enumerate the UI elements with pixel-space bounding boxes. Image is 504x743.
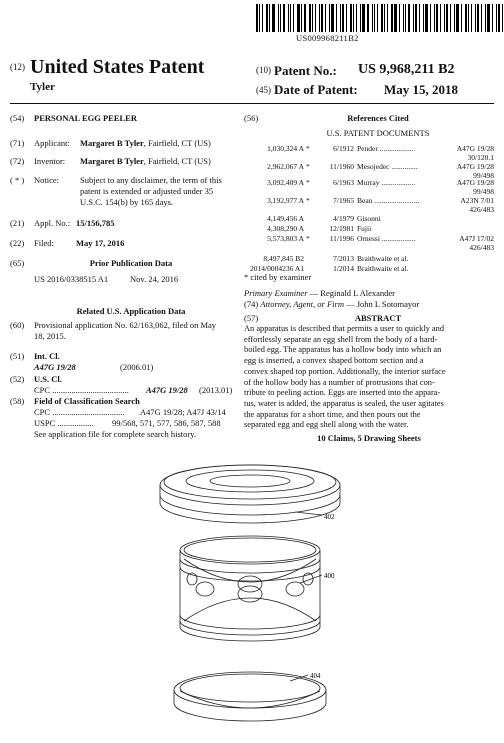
- code-52: (52): [10, 374, 25, 384]
- applicant-label: Applicant:: [34, 138, 70, 148]
- abstract-line: separated egg and egg shell along with the water.: [244, 420, 409, 430]
- related-text: [34, 320, 240, 342]
- abstract-line: convex shaped top portion. Additionally, the interior surface: [244, 366, 446, 376]
- ref-inventor: Gisonni: [357, 214, 381, 223]
- search-note: See application file for complete search history.: [34, 429, 197, 439]
- ref-inventor: Bean ........................: [357, 196, 420, 205]
- abstract-text: [244, 324, 494, 431]
- ref-subclass: 30/120.1: [467, 153, 494, 162]
- barcode-bar: [360, 4, 361, 32]
- barcode-bar: [381, 4, 383, 32]
- attorney-label: Attorney, Agent, or Firm: [260, 299, 344, 309]
- barcode-bar: [471, 4, 472, 32]
- abstract-line: effortlessly separate an egg shell from the body of a hard-: [244, 334, 438, 344]
- header-rule: [10, 103, 494, 104]
- code-10: (10): [256, 65, 271, 75]
- code-22: (22): [10, 238, 25, 248]
- barcode-bar: [498, 4, 500, 32]
- ref-date: 6/1912: [333, 144, 354, 153]
- barcode-bar: [262, 4, 263, 32]
- ref-date: 12/1981: [329, 224, 354, 233]
- barcode-bar: [342, 4, 344, 32]
- us-cl-label: U.S. Cl.: [34, 374, 62, 384]
- notice-line: Subject to any disclaimer, the term of this: [80, 175, 222, 185]
- ref-number: 2014/0004236 A1: [250, 264, 304, 273]
- related-heading: Related U.S. Application Data: [76, 306, 186, 316]
- ref-number: 3,192,977 A: [267, 196, 304, 205]
- prior-pub-date: Nov. 24, 2016: [130, 274, 179, 284]
- ref-star: *: [306, 234, 310, 243]
- ref-date: 11/1960: [329, 162, 354, 171]
- barcode-bar: [288, 4, 289, 32]
- barcode-bar: [399, 4, 400, 32]
- barcode-bar: [403, 4, 404, 32]
- inventor-place: , Fairfield, CT (US): [143, 156, 211, 166]
- notice-line: patent is extended or adjusted under 35: [80, 186, 214, 196]
- barcode-bar: [434, 4, 435, 32]
- barcode-bar: [502, 4, 503, 32]
- ref-402: 402: [324, 513, 335, 521]
- hollow-body: [180, 536, 320, 641]
- barcode-bar: [319, 4, 320, 32]
- barcode-bar: [266, 4, 268, 32]
- ref-inventor: Ornessi ..................: [357, 234, 416, 243]
- patent-no-label: Patent No.:: [274, 63, 337, 78]
- invention-title: PERSONAL EGG PEELER: [34, 113, 137, 123]
- ref-class: A47G 19/28: [456, 144, 494, 153]
- ref-subclass: 426/483: [469, 243, 494, 252]
- code-57: (57): [244, 313, 259, 323]
- search-cpc-dots: ..................................: [52, 407, 125, 417]
- ref-number: 5,573,803 A: [267, 234, 304, 243]
- barcode-bar: [367, 4, 369, 32]
- barcode-bar: [329, 4, 330, 32]
- code-45: (45): [256, 85, 271, 95]
- filed-date: May 17, 2016: [76, 238, 125, 248]
- related-line: Provisional application No. 62/163,062, filed on May: [34, 320, 217, 330]
- barcode-bar: [340, 4, 341, 32]
- inventor-field: [80, 156, 211, 167]
- code-60: (60): [10, 320, 25, 330]
- abstract-line: An apparatus is described that permits a user to quickly and: [244, 324, 445, 333]
- barcode-bar: [481, 4, 482, 32]
- ref-class: A47G 19/28: [456, 178, 494, 187]
- code-12: (12): [10, 62, 25, 72]
- ref-inventor: Pender ..................: [357, 144, 414, 153]
- search-cpc-line: [34, 407, 124, 418]
- code-54: (54): [10, 113, 25, 123]
- inventor-surname: Tyler: [30, 81, 55, 93]
- barcode-bar: [372, 4, 373, 32]
- barcode-bar: [336, 4, 337, 32]
- notice-text: [80, 175, 232, 208]
- ref-class: A47J 17/02: [459, 234, 494, 243]
- search-uspc-dots: .................: [57, 418, 94, 428]
- barcode-bar: [346, 4, 347, 32]
- filed-label: Filed:: [34, 238, 54, 248]
- barcode-bar: [269, 4, 270, 32]
- search-cpc-value: A47G 19/28; A47J 43/14: [140, 407, 226, 417]
- barcode-bar: [415, 4, 417, 32]
- patent-date: May 15, 2018: [384, 82, 459, 97]
- barcode-bar: [461, 4, 462, 32]
- barcode-bar: [374, 4, 375, 32]
- barcode-bar: [419, 4, 420, 32]
- us-docs-heading: U.S. PATENT DOCUMENTS: [326, 128, 430, 138]
- patent-title: United States Patent: [30, 56, 205, 78]
- ref-number: 4,308,290 A: [267, 224, 304, 233]
- ref-number: 3,092,409 A: [267, 178, 304, 187]
- barcode-bar: [465, 4, 467, 32]
- barcode-bar: [408, 4, 410, 32]
- date-label: Date of Patent:: [274, 82, 358, 97]
- barcode-bar: [387, 4, 388, 32]
- barcode-bar: [456, 4, 459, 32]
- barcode-bar: [301, 4, 302, 32]
- code-74: (74): [244, 299, 259, 309]
- ref-star: *: [306, 178, 310, 187]
- barcode-bar: [492, 4, 493, 32]
- barcode-bar: [259, 4, 260, 32]
- barcode-bar: [413, 4, 414, 32]
- us-cl-line: [34, 385, 129, 396]
- abstract-heading: ABSTRACT: [354, 313, 402, 323]
- search-cpc: CPC: [34, 407, 51, 417]
- ref-date: 1/2014: [333, 264, 354, 273]
- barcode-bar: [440, 4, 441, 32]
- abstract-line: tribute to peeling action. Eggs are inserted into the appara-: [244, 388, 441, 398]
- barcode-bar: [350, 4, 352, 32]
- code-65: (65): [10, 258, 25, 268]
- patent-number: US 9,968,211 B2: [358, 62, 455, 77]
- int-cl-label: Int. Cl.: [34, 351, 60, 361]
- barcode-bar: [283, 4, 285, 32]
- cited-by: * cited by examiner: [244, 272, 312, 282]
- ref-subclass: 426/483: [469, 205, 494, 214]
- barcode-bar: [444, 4, 445, 32]
- leader-402: [295, 512, 322, 515]
- ref-inventor: Murray ..................: [357, 178, 416, 187]
- applicant-place: , Fairfield, CT (US): [143, 138, 211, 148]
- barcode-bar: [353, 4, 354, 32]
- ref-star: *: [306, 144, 310, 153]
- search-uspc: USPC: [34, 418, 56, 428]
- applicant-name: Margaret B Tyler: [80, 138, 144, 148]
- search-field-label: Field of Classification Search: [34, 396, 140, 406]
- applicant: [80, 138, 211, 149]
- barcode-bar: [496, 4, 497, 32]
- barcode-bar: [430, 4, 431, 32]
- us-cl-cpc: CPC: [34, 385, 51, 395]
- barcode-bar: [272, 4, 275, 32]
- refs-heading: References Cited: [347, 113, 409, 123]
- bottom-section: [174, 672, 326, 721]
- ref-inventor: Braithwaite et al.: [357, 254, 409, 263]
- barcode-bar: [377, 4, 378, 32]
- ref-subclass: 99/498: [473, 187, 494, 196]
- ref-class: A47G 19/28: [456, 162, 494, 171]
- barcode-bar: [384, 4, 385, 32]
- appl-no: 15/156,785: [76, 218, 115, 228]
- barcode-bar: [425, 4, 428, 32]
- egg-peeler-drawing: [140, 455, 380, 741]
- barcode-bar: [331, 4, 334, 32]
- ref-inventor: Braithwaite et al.: [357, 264, 409, 273]
- barcode-bar: [321, 4, 323, 32]
- barcode-bar: [356, 4, 357, 32]
- barcode-bar: [309, 4, 311, 32]
- barcode-bar: [304, 4, 306, 32]
- barcode-bar: [475, 4, 476, 32]
- code-72: (72): [10, 156, 25, 166]
- us-cl-dots: ....................................: [52, 385, 129, 395]
- prior-pub-number: US 2016/0338515 A1: [34, 274, 109, 284]
- barcode-bar: [280, 4, 281, 32]
- us-cl-year: (2013.01): [199, 385, 233, 395]
- barcode-bar: [446, 4, 448, 32]
- ref-date: 7/2013: [333, 254, 354, 263]
- int-cl-class: A47G 19/28: [34, 362, 76, 372]
- barcode-bar: [423, 4, 424, 32]
- barcode-bar: [315, 4, 316, 32]
- ref-date: 6/1963: [333, 178, 354, 187]
- search-uspc-value: 99/568, 571, 577, 586, 587, 588: [112, 418, 221, 428]
- ref-number: 4,149,456 A: [267, 214, 304, 223]
- code-51: (51): [10, 351, 25, 361]
- attorney-line: [244, 299, 419, 310]
- us-cl-class: A47G 19/28: [146, 385, 188, 395]
- notice-label: Notice:: [34, 175, 60, 185]
- code-58: (58): [10, 396, 25, 406]
- ref-star: *: [306, 162, 310, 171]
- examiner-line: [244, 288, 395, 299]
- inventor-label: Inventor:: [34, 156, 66, 166]
- int-cl-year: (2006.01): [120, 362, 154, 372]
- barcode-bar: [450, 4, 451, 32]
- barcode-bar: [485, 4, 486, 32]
- ref-date: 7/1965: [333, 196, 354, 205]
- claims-summary: 10 Claims, 5 Drawing Sheets: [317, 433, 421, 443]
- barcode-bar: [394, 4, 397, 32]
- notice-line: U.S.C. 154(b) by 165 days.: [80, 197, 174, 207]
- ref-inventor: Fujii: [357, 224, 372, 233]
- prior-pub-heading: Prior Publication Data: [89, 258, 173, 268]
- abstract-line: egg is inserted, a convex shaped bottom section and a: [244, 356, 424, 366]
- code-21: (21): [10, 218, 25, 228]
- barcode: [256, 4, 476, 32]
- inventor-name: Margaret B Tyler: [80, 156, 144, 166]
- ref-inventor: Mesojedec ..............: [357, 162, 418, 171]
- barcode-bar: [436, 4, 438, 32]
- abstract-line: boiled egg. The apparatus has a hollow body into which an: [244, 345, 442, 355]
- barcode-bar: [290, 4, 291, 32]
- barcode-number: US009968211B2: [296, 33, 359, 43]
- ref-class: A23N 7/01: [460, 196, 494, 205]
- code-71: (71): [10, 138, 25, 148]
- ref-star: *: [306, 196, 310, 205]
- barcode-bar: [405, 4, 406, 32]
- ref-number: 1,030,324 A: [267, 144, 304, 153]
- search-uspc-line: [34, 418, 94, 429]
- code-notice: ( * ): [10, 175, 25, 185]
- related-line: 18, 2015.: [34, 331, 66, 341]
- examiner-name: — Reginald L Alexander: [307, 288, 396, 298]
- barcode-bar: [293, 4, 294, 32]
- abstract-line: tus, water is added, the apparatus is sealed, the user agitates: [244, 398, 444, 408]
- barcode-bar: [487, 4, 490, 32]
- ref-number: 8,497,845 B2: [263, 254, 304, 263]
- barcode-bar: [362, 4, 365, 32]
- barcode-bar: [468, 4, 469, 32]
- ref-number: 2,962,067 A: [267, 162, 304, 171]
- ref-date: 11/1996: [329, 234, 354, 243]
- attorney-name: — John L Sotomayor: [343, 299, 420, 309]
- barcode-bar: [256, 4, 258, 32]
- barcode-bar: [278, 4, 279, 32]
- ref-date: 4/1979: [333, 214, 354, 223]
- examiner-label: Primary Examiner: [244, 288, 308, 298]
- ref-subclass: 99/498: [473, 171, 494, 180]
- barcode-bar: [325, 4, 326, 32]
- ref-404: 404: [310, 672, 321, 680]
- ref-400: 400: [324, 572, 335, 580]
- barcode-bar: [391, 4, 393, 32]
- abstract-line: of the hollow body has a number of protrusions that con-: [244, 377, 435, 387]
- barcode-bar: [477, 4, 479, 32]
- barcode-bar: [312, 4, 313, 32]
- abstract-line: the apparatus for a short time, and then pours out the: [244, 409, 421, 419]
- appl-no-label: Appl. No.:: [34, 218, 71, 228]
- barcode-bar: [454, 4, 455, 32]
- barcode-bar: [297, 4, 300, 32]
- code-56: (56): [244, 113, 259, 123]
